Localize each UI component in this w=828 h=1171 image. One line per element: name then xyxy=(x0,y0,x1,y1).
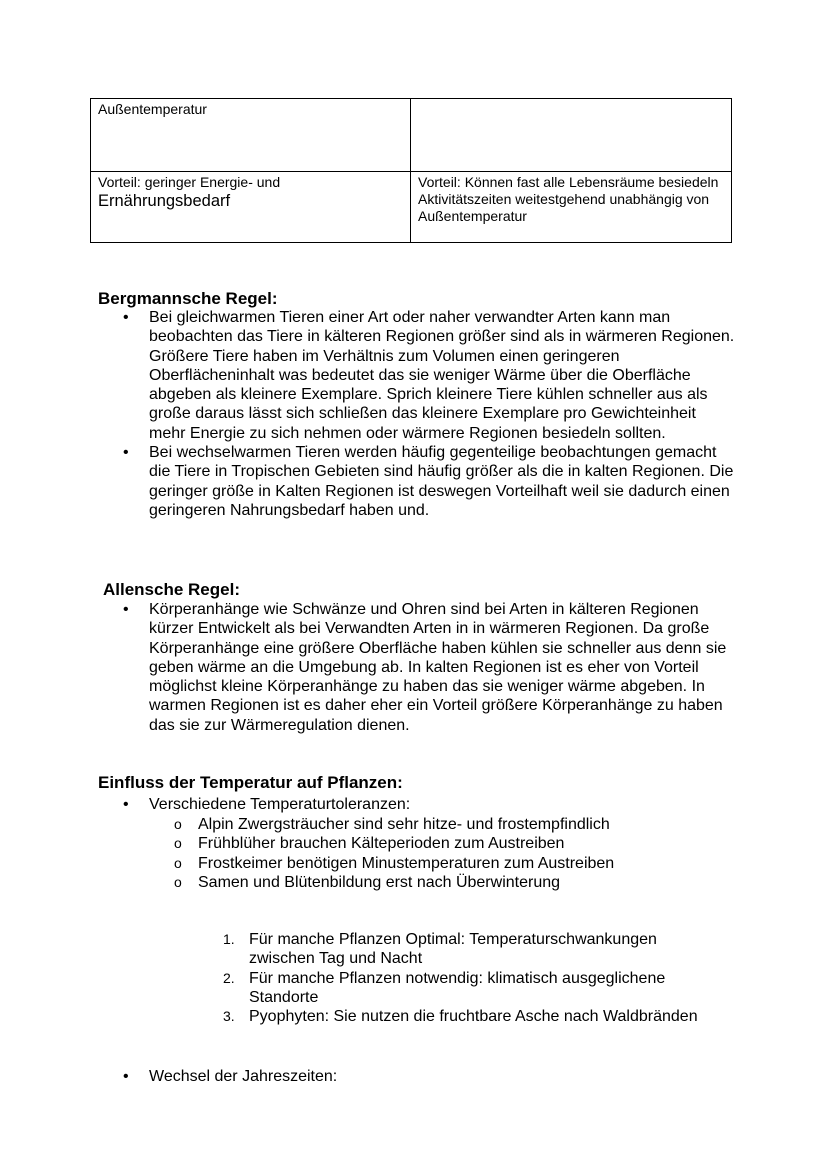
list-item: • Wechsel der Jahreszeiten: xyxy=(123,1067,735,1086)
list-item: o Samen und Blütenbildung erst nach Überwinterung xyxy=(174,873,734,892)
list-item xyxy=(223,1007,723,1026)
cell-text: Aktivitätszeiten weitestgehend unabhängig von Außentemperatur xyxy=(418,191,710,224)
list-number: 3. xyxy=(223,1008,235,1025)
section-heading-allen: Allensche Regel: xyxy=(103,580,240,599)
table-cell xyxy=(411,99,732,172)
cell-text: Ernährungsbedarf xyxy=(98,192,231,210)
list-number: 1. xyxy=(223,931,235,947)
comparison-table xyxy=(90,98,732,243)
list-item: o Frostkeimer benötigen Minustemperaturen zum Austreiben xyxy=(174,854,734,873)
list-item: • Bei wechselwarmen Tieren werden häufig gegenteilige beobachtungen gemacht die Tiere in Tropischen Gebieten sind häufig größer als die in kalten Regionen. Die geringer größe in Kalten Regionen ist deswegen Vorteilhaft weil sie dadurch einen geringeren Nahrungsbedarf haben und. xyxy=(123,443,735,520)
seasons-list xyxy=(123,1067,735,1086)
list-item-text: Für manche Pflanzen Optimal: Temperaturschwankungen zwischen Tag und Nacht xyxy=(249,931,657,968)
pflanzen-list xyxy=(123,795,735,814)
list-item xyxy=(223,969,723,1008)
list-number: 2. xyxy=(223,969,235,986)
cell-text: Vorteil: geringer Energie- und xyxy=(98,174,281,190)
allen-list xyxy=(123,600,735,735)
list-item: • Körperanhänge wie Schwänze und Ohren sind bei Arten in kälteren Regionen kürzer Entwickelt als bei Verwandten Arten in in wärmeren Regionen. Da große Körperanhänge eine größere Oberfläche haben kühlen sie schneller aus denn sie geben wärme an die Umgebung ab. In kalten Regionen ist es eher von Vorteil möglichst kleine Körperanhänge zu haben das sie weniger wärme abgeben. In warmen Regionen ist es daher eher ein Vorteil größere Körperanhänge zu haben das sie zur Wärmeregulation dienen. xyxy=(123,600,735,735)
list-item: • Verschiedene Temperaturtoleranzen: xyxy=(123,795,735,814)
list-item: • Bei gleichwarmen Tieren einer Art oder naher verwandter Arten kann man beobachten das Tiere in kälteren Regionen größer sind als in wärmeren Regionen. Größere Tiere haben im Verhältnis zum Volumen einen geringeren Oberflächeninhalt was bedeutet das sie weniger Wärme über die Oberfläche abgeben als kleinere Exemplare. Sprich kleinere Tiere kühlen schneller aus als große daraus lässt sich schließen das kleinere Exemplare pro Gewichteinheit mehr Energie zu sich nehmen oder wärmere Regionen besiedeln sollten. xyxy=(123,308,735,443)
list-item-text: Pyophyten: Sie nutzen die fruchtbare Asche nach Waldbränden xyxy=(249,1008,698,1026)
table-cell: Außentemperatur xyxy=(91,99,411,172)
list-item-text: Für manche Pflanzen notwendig: klimatisch ausgeglichene Standorte xyxy=(249,969,666,1006)
section-heading-bergmann: Bergmannsche Regel: xyxy=(98,289,278,308)
list-item: o Frühblüher brauchen Kälteperioden zum Austreiben xyxy=(174,834,734,853)
list-item xyxy=(223,930,723,969)
cell-text: Vorteil: Können fast alle Lebensräume besiedeln xyxy=(418,174,719,190)
temperature-tolerance-sublist xyxy=(174,815,734,892)
table-cell xyxy=(91,172,411,243)
table-row xyxy=(91,99,732,172)
table-cell xyxy=(411,172,732,243)
table-row xyxy=(91,172,732,243)
section-heading-pflanzen: Einfluss der Temperatur auf Pflanzen: xyxy=(98,773,403,792)
list-item: o Alpin Zwergsträucher sind sehr hitze- und frostempfindlich xyxy=(174,815,734,834)
numbered-list xyxy=(223,930,723,1026)
bergmann-list xyxy=(123,308,735,520)
